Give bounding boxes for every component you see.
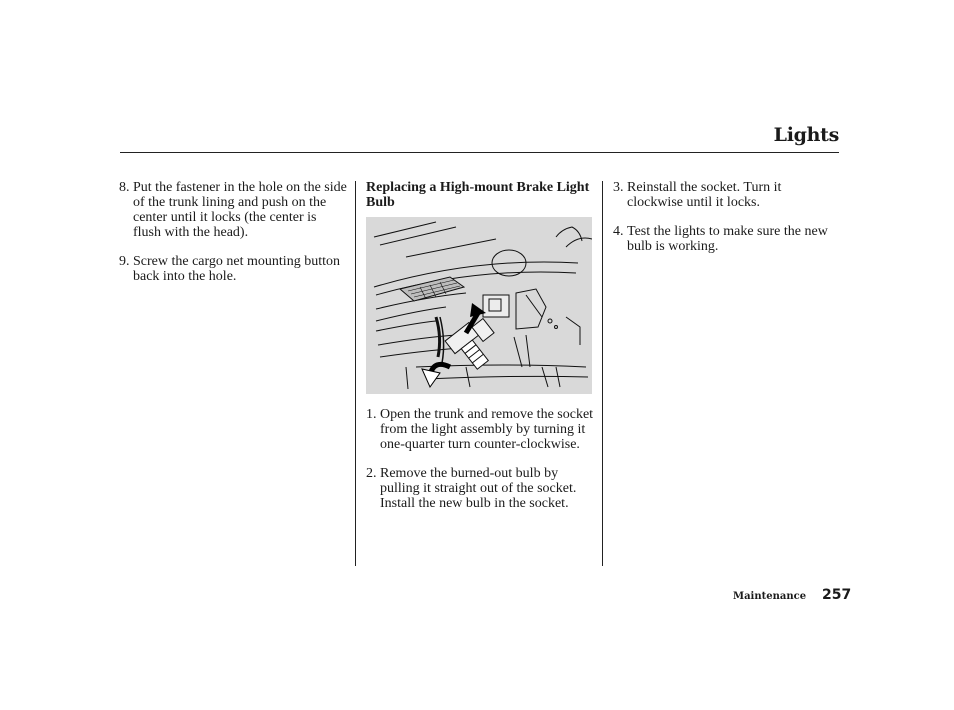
- page-number: 257: [822, 587, 852, 603]
- column-divider-left: [355, 181, 356, 566]
- middle-column: [366, 180, 596, 525]
- page-title: Lights: [773, 124, 839, 146]
- left-column: [119, 180, 347, 298]
- step-number: 2.: [366, 466, 377, 481]
- step-text: Remove the burned-out bulb by pulling it straight out of the socket. Install the new bulb in the socket.: [380, 466, 577, 511]
- step-2: [366, 466, 596, 511]
- step-1: [366, 407, 596, 452]
- footer-section-label: Maintenance: [733, 591, 807, 602]
- step-number: 8.: [119, 180, 130, 195]
- section-subheading: Replacing a High-mount Brake Light Bulb: [366, 180, 590, 210]
- column-divider-right: [602, 181, 603, 566]
- step-9: [119, 254, 347, 284]
- step-4: [613, 224, 828, 254]
- step-text: Put the fastener in the hole on the side of the trunk lining and push on the center until it locks (the center is flush with the head).: [133, 180, 347, 240]
- step-number: 4.: [613, 224, 624, 239]
- step-text: Reinstall the socket. Turn it clockwise until it locks.: [627, 180, 782, 210]
- step-number: 1.: [366, 407, 377, 422]
- step-number: 9.: [119, 254, 130, 269]
- step-3: [613, 180, 828, 210]
- step-text: Open the trunk and remove the socket from the light assembly by turning it one-quarter turn counter-clockwise.: [380, 407, 594, 452]
- brake-light-socket-illustration: [366, 217, 592, 394]
- step-text: Test the lights to make sure the new bulb is working.: [627, 224, 828, 254]
- right-column: [613, 180, 828, 268]
- header-rule: [120, 152, 839, 153]
- step-number: 3.: [613, 180, 624, 195]
- step-8: [119, 180, 347, 240]
- step-text: Screw the cargo net mounting button back into the hole.: [133, 254, 340, 284]
